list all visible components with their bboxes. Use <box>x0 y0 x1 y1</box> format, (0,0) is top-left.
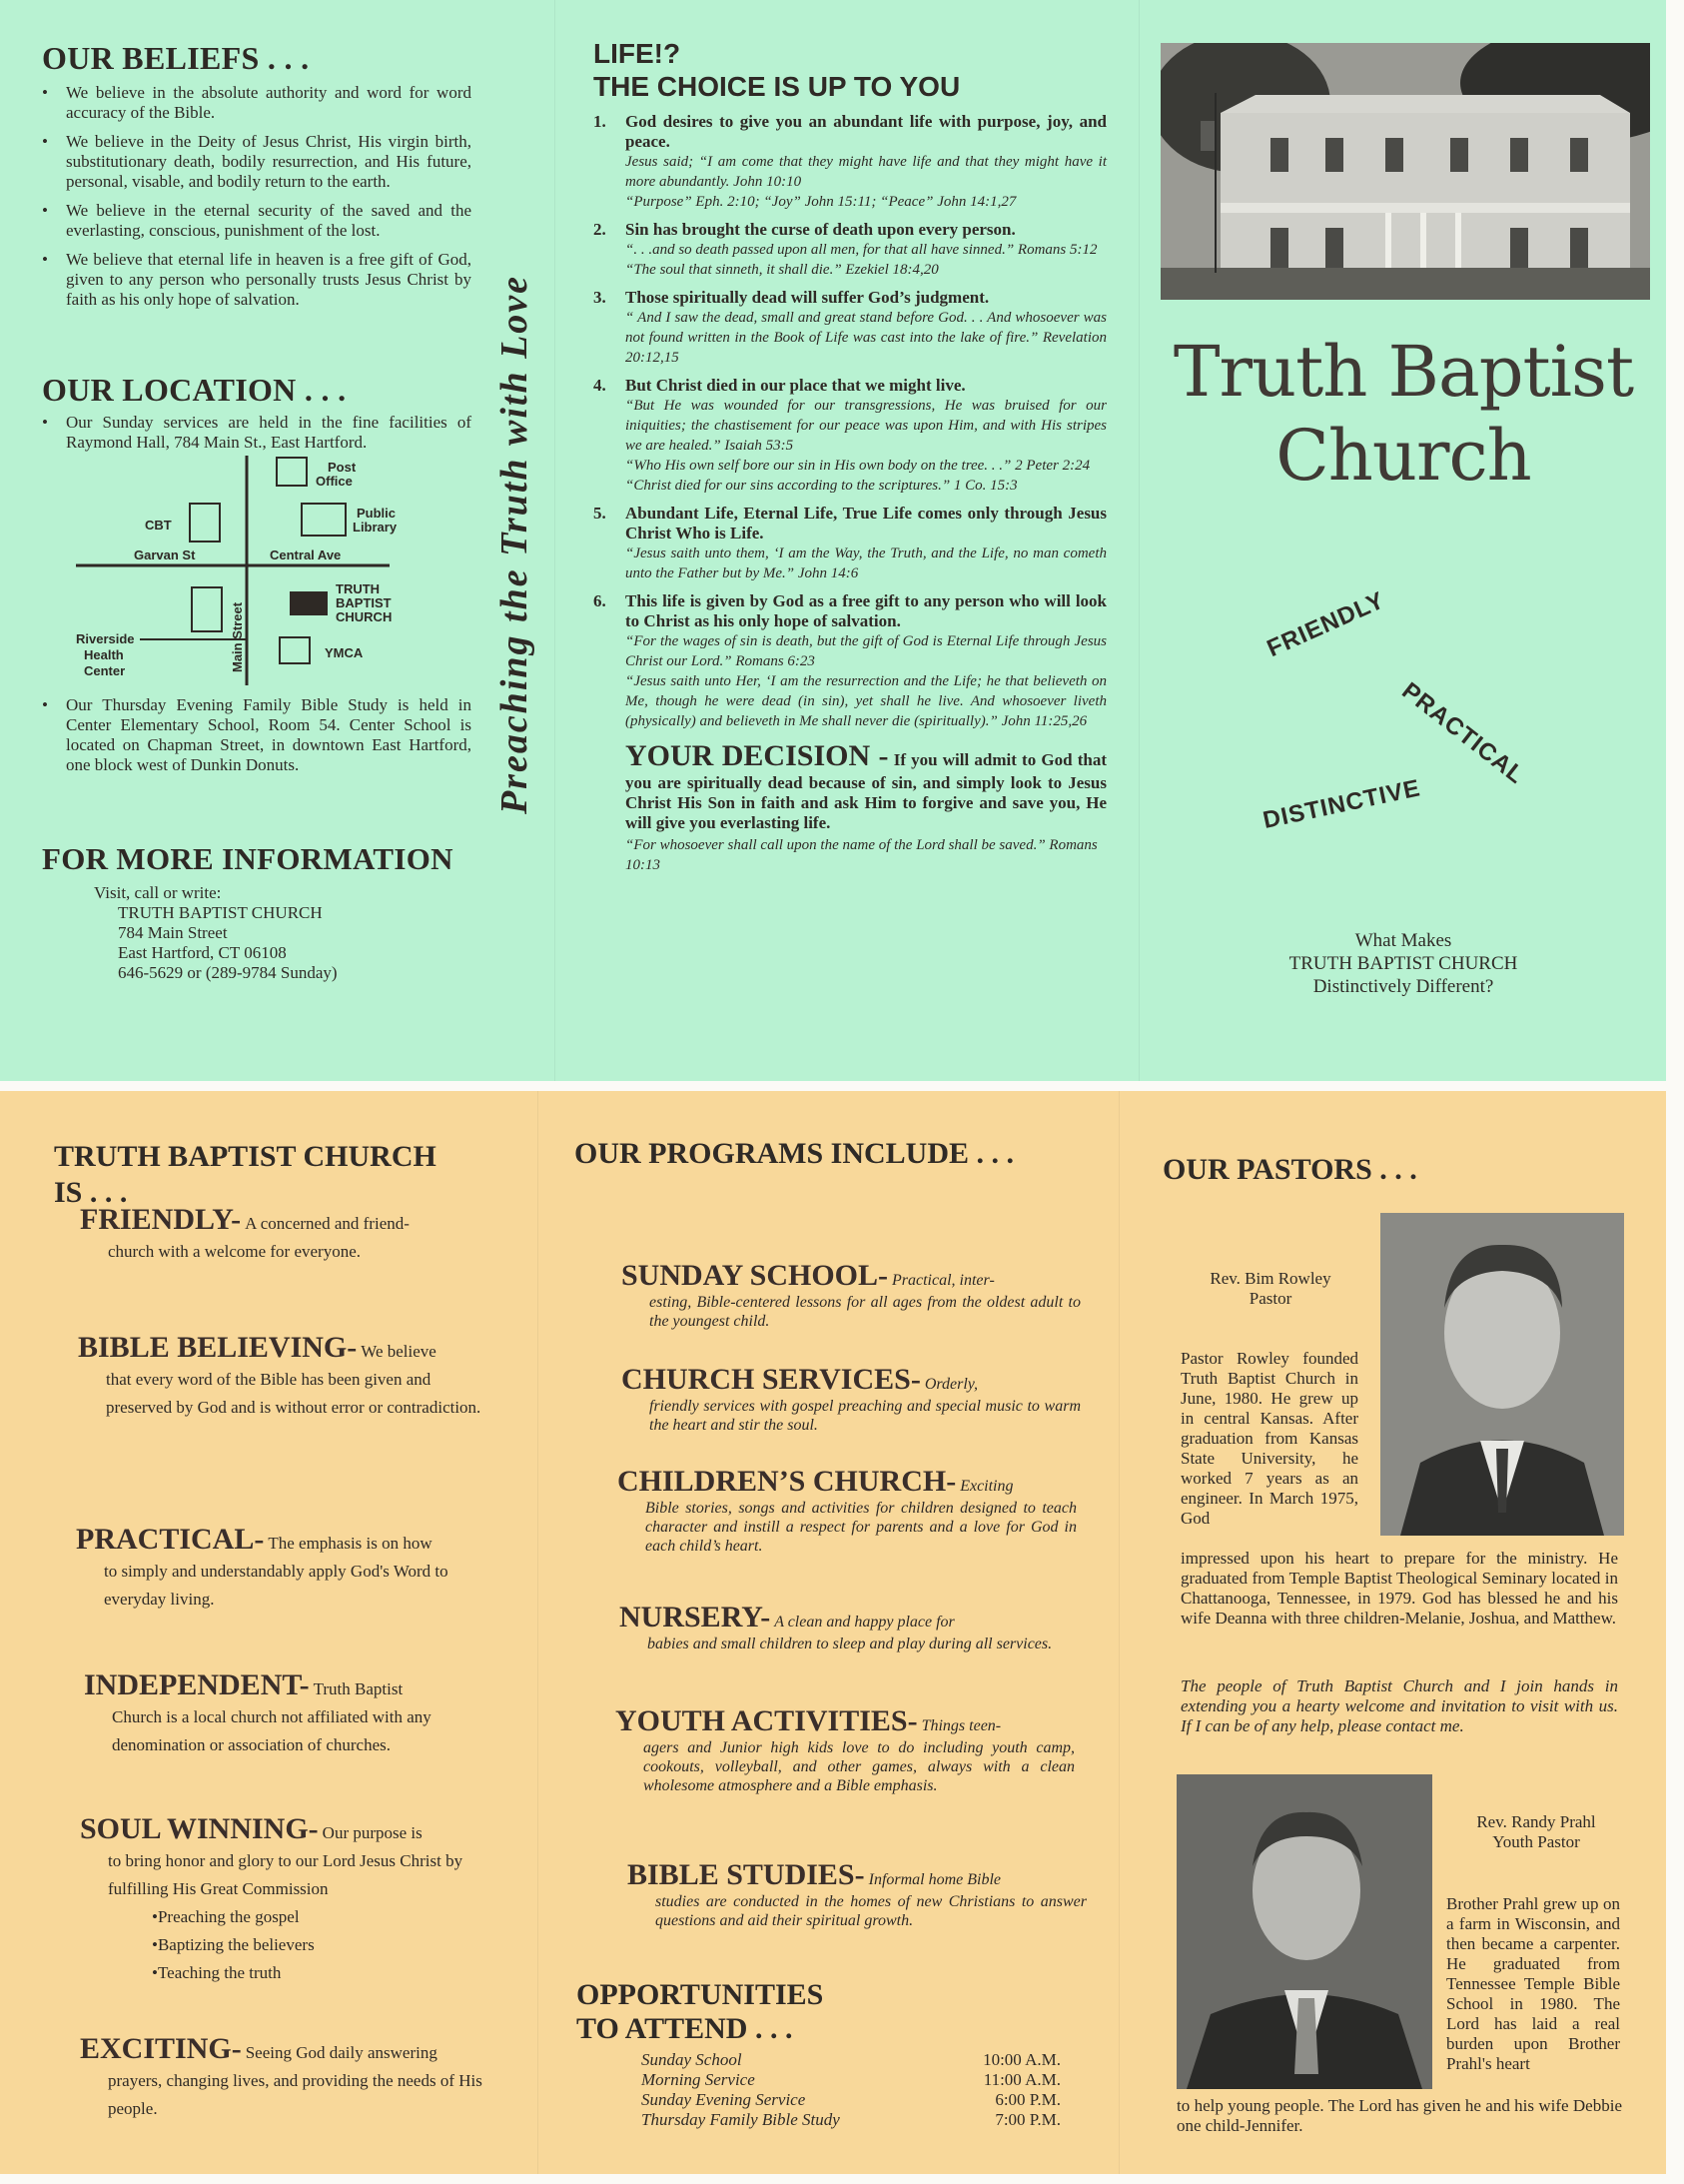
program-keyword: CHILDREN’S CHURCH- <box>617 1465 957 1498</box>
quality-keyword: SOUL WINNING- <box>80 1812 319 1845</box>
program-keyword: NURSERY- <box>619 1601 771 1634</box>
quality-text: prayers, changing lives, and providing the needs of His people. <box>108 2071 482 2118</box>
program-bible-studies <box>627 1858 1087 1930</box>
quality-text: Truth Baptist <box>313 1679 404 1698</box>
svg-text:Office <box>316 474 353 489</box>
program-keyword: SUNDAY SCHOOL- <box>621 1259 888 1292</box>
quality-friendly <box>80 1203 479 1266</box>
schedule-time: 6:00 P.M. <box>995 2090 1061 2109</box>
ymca-building <box>280 637 310 663</box>
map-label-health: Health <box>84 647 124 662</box>
post-office-building <box>277 458 307 486</box>
map-label-main-street: Main Street <box>230 601 245 672</box>
program-keyword: YOUTH ACTIVITIES- <box>615 1704 918 1737</box>
point-reference: “ And I saw the dead, small and great stand before God. . . And whosoever was not found written in the Book of Life was cast into the lake of fire.” Revelation 20:12,15 <box>625 310 1107 366</box>
life-points <box>593 112 1107 731</box>
word-practical: PRACTICAL <box>1396 677 1530 790</box>
church-photo-drawing <box>1161 43 1650 300</box>
program-text: A clean and happy place for <box>774 1614 955 1631</box>
map-label-public: Public <box>357 506 397 521</box>
point-reference: “. . .and so death passed upon all men, for that all have sinned.” Romans 5:12 <box>625 242 1098 258</box>
point-statement: This life is given by God as a free gift to any person who will look to Christ as his only hope of salvation. <box>625 591 1107 630</box>
info-phone: 646-5629 or (289-9784 Sunday) <box>118 963 338 982</box>
point-number: 5. <box>593 504 606 523</box>
pastors-title: OUR PASTORS . . . <box>1163 1153 1417 1186</box>
quality-soul-winning <box>80 1812 484 1987</box>
commission-item: •Baptizing the believers <box>152 1935 315 1954</box>
pastor-prahl-heading <box>1446 1812 1626 1852</box>
point-number: 3. <box>593 288 606 307</box>
life-point <box>593 220 1107 280</box>
thursday-location-text: • Our Thursday Evening Family Bible Study is held in Center Elementary School, Room 54. Center School is located on Chapman Street, in downtown East Hartford, one block west of Dunkin Donuts. <box>42 695 471 775</box>
pastor-role: Youth Pastor <box>1492 1832 1580 1851</box>
point-reference: “Purpose” Eph. 2:10; “Joy” John 15:11; “Peace” John 14:1,27 <box>625 194 1017 210</box>
life-point <box>593 288 1107 368</box>
point-number: 2. <box>593 220 606 239</box>
life-section <box>593 38 1107 875</box>
program-text: friendly services with gospel preaching and special music to warm the heart and stir the soul. <box>649 1398 1081 1434</box>
program-text: Practical, inter- <box>892 1272 995 1289</box>
point-statement: Abundant Life, Eternal Life, True Life comes only through Jesus Christ Who is Life. <box>625 504 1107 543</box>
map-label-office: Office <box>316 474 353 489</box>
map-label-church-1: TRUTH <box>336 581 381 596</box>
map-label-central-ave: Central Ave <box>270 547 342 562</box>
schedule-name: Sunday Evening Service <box>641 2090 806 2109</box>
library-building <box>302 504 346 536</box>
point-number: 6. <box>593 591 606 610</box>
info-line: 784 Main Street <box>118 923 228 942</box>
quality-text: Our purpose is <box>322 1823 422 1842</box>
is-title-line1: TRUTH BAPTIST CHURCH <box>54 1140 436 1173</box>
svg-text:Public <box>357 506 396 521</box>
map-label-ymca: YMCA <box>325 645 364 660</box>
vertical-slogan-anchor <box>493 274 535 815</box>
map-label-garvan-st: Garvan St <box>134 547 196 562</box>
map-label-church-3: CHURCH <box>336 609 393 624</box>
point-reference: “Christ died for our sins according to the scriptures.” 1 Co. 15:3 <box>625 478 1018 494</box>
pastor-rowley-bio-narrow: Pastor Rowley founded Truth Baptist Church in June, 1980. He grew up in central Kansas. After graduation from Kansas State University, he worked 7 years as an engineer. In March 1975, God <box>1181 1349 1358 1528</box>
life-subtitle: THE CHOICE IS UP TO YOU <box>593 71 961 102</box>
map-label-cbt: CBT <box>145 518 172 533</box>
location-list <box>42 413 471 453</box>
cover-question-line: Distinctively Different? <box>1312 976 1494 997</box>
thursday-list <box>42 695 471 775</box>
church-name-line2: Church <box>1275 415 1531 497</box>
life-point <box>593 376 1107 496</box>
attend-title-line2: TO ATTEND . . . <box>576 2012 793 2045</box>
attend-title <box>576 1978 823 2046</box>
church-name-line1: Truth Baptist <box>1173 331 1634 413</box>
program-text: Informal home Bible <box>868 1871 1002 1888</box>
beliefs-section <box>42 40 471 319</box>
fold-line <box>1139 0 1140 1081</box>
pastor-prahl-photo <box>1177 1774 1432 2089</box>
program-text: agers and Junior high kids love to do including youth camp, cookouts, volleyball, and other games, always with a clean wholesome atmosphere and a Bible emphasis. <box>643 1739 1075 1794</box>
map-label-post: Post <box>328 460 357 475</box>
life-title: LIFE!? <box>593 38 681 69</box>
program-keyword: BIBLE STUDIES- <box>627 1858 865 1891</box>
schedule-row <box>641 2070 1061 2090</box>
word-friendly: FRIENDLY <box>1263 586 1389 663</box>
quality-text: to bring honor and glory to our Lord Jesus Christ by fulfilling His Great Commission <box>108 1851 463 1898</box>
belief-item: • We believe that eternal life in heaven is a free gift of God, given to any person who personally trusts Jesus Christ by faith as his only hope of salvation. <box>42 250 471 310</box>
decision-title: YOUR DECISION - <box>625 739 889 772</box>
cbt-building <box>190 504 220 542</box>
beliefs-title: OUR BELIEFS . . . <box>42 40 310 76</box>
program-text: esting, Bible-centered lessons for all ages from the oldest adult to the youngest child. <box>649 1294 1081 1330</box>
quality-text: to simply and understandably apply God's Word to everyday living. <box>104 1562 448 1609</box>
pastor-name: Rev. Bim Rowley <box>1210 1269 1331 1288</box>
pastor-prahl-bio: to help young people. The Lord has given he and his wife Debbie one child-Jennifer. <box>1177 2096 1622 2135</box>
life-point <box>593 591 1107 731</box>
quality-text: The emphasis is on how <box>268 1534 432 1553</box>
word-distinctive: DISTINCTIVE <box>1261 774 1423 835</box>
program-text: Exciting <box>960 1478 1014 1495</box>
quality-text: Seeing God daily answering <box>245 2043 437 2062</box>
vertical-slogan: Preaching the Truth with Love <box>493 274 535 815</box>
location-title: OUR LOCATION . . . <box>42 372 347 408</box>
point-reference: “For the wages of sin is death, but the gift of God is Eternal Life through Jesus Christ our Lord.” Romans 6:23 <box>625 633 1107 669</box>
church-name <box>1159 330 1648 498</box>
point-reference: “Who His own self bore our sin in His own body on the tree. . .” 2 Peter 2:24 <box>625 458 1091 474</box>
program-nursery <box>619 1601 1079 1653</box>
cover-question-line: What Makes <box>1354 930 1452 951</box>
program-church-services <box>621 1363 1081 1435</box>
quality-keyword: BIBLE BELIEVING- <box>78 1331 358 1364</box>
schedule-row <box>641 2090 1061 2110</box>
svg-text:Post <box>328 460 357 475</box>
quality-bible-believing <box>78 1331 482 1422</box>
schedule-name: Sunday School <box>641 2050 742 2069</box>
schedule-row <box>641 2050 1061 2070</box>
church-building <box>290 591 328 615</box>
point-number: 1. <box>593 112 606 131</box>
pastor-rowley-heading <box>1181 1269 1360 1309</box>
schedule-name: Morning Service <box>641 2070 755 2089</box>
fold-line <box>554 0 555 1081</box>
schedule-time: 10:00 A.M. <box>983 2050 1061 2069</box>
program-text: Things teen- <box>921 1717 1002 1734</box>
schedule-time: 7:00 P.M. <box>995 2110 1061 2129</box>
decision-reference: “For whosoever shall call upon the name of the Lord shall be saved.” Romans 10:13 <box>625 837 1098 873</box>
quality-keyword: EXCITING- <box>80 2032 242 2065</box>
pastor-name: Rev. Randy Prahl <box>1476 1812 1596 1831</box>
service-schedule <box>641 2050 1061 2130</box>
commission-item: •Teaching the truth <box>152 1963 282 1982</box>
map-label-church-2: BAPTIST <box>336 595 392 610</box>
sunday-location-text: • Our Sunday services are held in the fine facilities of Raymond Hall, 784 Main St., East Hartford. <box>42 413 471 453</box>
quality-text: that every word of the Bible has been given and preserved by God and is without error or contradiction. <box>106 1370 481 1417</box>
map-label-riverside: Riverside <box>76 631 135 646</box>
location-map <box>70 448 410 687</box>
point-statement: God desires to give you an abundant life with purpose, joy, and peace. <box>625 112 1107 151</box>
point-reference: “Jesus saith unto Her, ‘I am the resurrection and the Life; he that believeth on Me, though he were dead (in sin), yet shall he live. And whosoever liveth (physically) and believeth in Me shall never die (spiritually).” John 11:25,26 <box>625 673 1107 729</box>
belief-item: • We believe in the absolute authority and word for word accuracy of the Bible. <box>42 83 471 123</box>
bank-building <box>192 587 222 631</box>
life-point <box>593 112 1107 212</box>
svg-text:Library <box>353 520 398 535</box>
map-label-center: Center <box>84 663 126 678</box>
pastor-prahl-portrait <box>1177 1774 1432 2089</box>
schedule-time: 11:00 A.M. <box>983 2070 1061 2089</box>
quality-text: church with a welcome for everyone. <box>108 1242 361 1261</box>
point-statement: But Christ died in our place that we might live. <box>625 376 966 395</box>
decision-text: If you will admit to God that you are spiritually dead because of sin, and simply look to Jesus Christ His Son in faith and ask Him to forgive and save you, He will give you everlasting life. <box>625 750 1107 832</box>
cover-question-line: TRUTH BAPTIST CHURCH <box>1288 953 1518 974</box>
thursday-section <box>42 695 471 784</box>
quality-keyword: FRIENDLY- <box>80 1203 242 1236</box>
pastor-rowley-photo <box>1380 1213 1624 1536</box>
quality-text: Church is a local church not affiliated with any denomination or association of churches. <box>112 1707 431 1754</box>
program-childrens-church <box>617 1465 1077 1556</box>
program-youth-activities <box>615 1704 1075 1795</box>
point-reference: “Jesus saith unto them, ‘I am the Way, the Truth, and the Life, no man cometh unto the Father but by Me.” John 14:6 <box>625 546 1107 581</box>
point-statement: Those spiritually dead will suffer God’s judgment. <box>625 288 990 307</box>
info-line: East Hartford, CT 06108 <box>118 943 287 962</box>
brochure-outside-sheet <box>0 0 1666 1081</box>
church-building-photo <box>1161 43 1650 300</box>
quality-keyword: INDEPENDENT- <box>84 1668 310 1701</box>
is-panel-title <box>54 1139 513 1211</box>
schedule-name: Thursday Family Bible Study <box>641 2110 840 2129</box>
pastor-role: Pastor <box>1249 1289 1292 1308</box>
decision-block <box>593 739 1107 833</box>
quality-keyword: PRACTICAL- <box>76 1523 265 1556</box>
quality-practical <box>76 1523 480 1614</box>
attend-title-line1: OPPORTUNITIES <box>576 1978 824 2011</box>
fold-line <box>537 1091 538 2174</box>
point-reference: “The soul that sinneth, it shall die.” Ezekiel 18:4,20 <box>625 262 939 278</box>
point-number: 4. <box>593 376 606 395</box>
quality-exciting <box>80 2032 484 2123</box>
belief-item: • We believe in the Deity of Jesus Christ, His virgin birth, substitutionary death, bodily resurrection, and His future, personal, visable, and bodily return to the earth. <box>42 132 471 192</box>
schedule-row <box>641 2110 1061 2130</box>
brochure-inside-sheet <box>0 1091 1666 2174</box>
point-statement: Sin has brought the curse of death upon every person. <box>625 220 1016 239</box>
pastor-prahl-bio-narrow: Brother Prahl grew up on a farm in Wisconsin, and then became a carpenter. He graduated from Tennessee Temple Bible School in 1980. The Lord has laid a real burden upon Brother Prahl's heart <box>1446 1894 1620 2073</box>
quality-independent <box>84 1668 483 1759</box>
pastor-welcome-note: The people of Truth Baptist Church and I join hands in extending you a hearty welcome and invitation to visit with us. If I can be of any help, please contact me. <box>1181 1676 1618 1735</box>
info-title: FOR MORE INFORMATION <box>42 841 453 876</box>
program-text: Orderly, <box>924 1376 979 1393</box>
programs-title: OUR PROGRAMS INCLUDE . . . <box>574 1137 1015 1170</box>
program-keyword: CHURCH SERVICES- <box>621 1363 921 1396</box>
is-title-line2: IS . . . <box>54 1176 128 1209</box>
info-section <box>42 841 511 983</box>
point-reference: Jesus said; “I am come that they might have life and that they might have it more abundantly. John 10:10 <box>625 154 1107 190</box>
info-line: TRUTH BAPTIST CHURCH <box>118 903 323 922</box>
commission-item: •Preaching the gospel <box>152 1907 300 1926</box>
program-text: babies and small children to sleep and play during all services. <box>647 1636 1053 1652</box>
program-text: Bible stories, songs and activities for children designed to teach character and instill a respect for parents and a love for God in each child’s heart. <box>645 1500 1077 1555</box>
quality-text: A concerned and friend- <box>245 1214 410 1233</box>
point-reference: “But He was wounded for our transgressions, He was bruised for our iniquities; the chastisement for our peace was upon Him, and with His stripes we are healed.” Isaiah 53:5 <box>625 398 1107 454</box>
belief-item: • We believe in the eternal security of the saved and the everlasting, conscious, punishment of the lost. <box>42 201 471 241</box>
quality-text: We believe <box>361 1342 436 1361</box>
life-point <box>593 504 1107 583</box>
fold-line <box>1119 1091 1120 2174</box>
cover-question <box>1199 929 1608 998</box>
pastor-rowley-bio: impressed upon his heart to prepare for the ministry. He graduated from Temple Baptist Theological Seminary located in Chattanooga, Tennessee, in 1979. God has blessed he and his wife Deanna with three children-Melanie, Joshua, and Matthew. <box>1181 1549 1618 1628</box>
program-sunday-school <box>621 1259 1081 1331</box>
map-label-library: Library <box>353 520 398 535</box>
info-intro: Visit, call or write: <box>94 883 222 902</box>
program-text: studies are conducted in the homes of new Christians to answer questions and aid their spiritual growth. <box>655 1893 1087 1929</box>
beliefs-list <box>42 83 471 310</box>
pastor-rowley-portrait <box>1380 1213 1624 1536</box>
